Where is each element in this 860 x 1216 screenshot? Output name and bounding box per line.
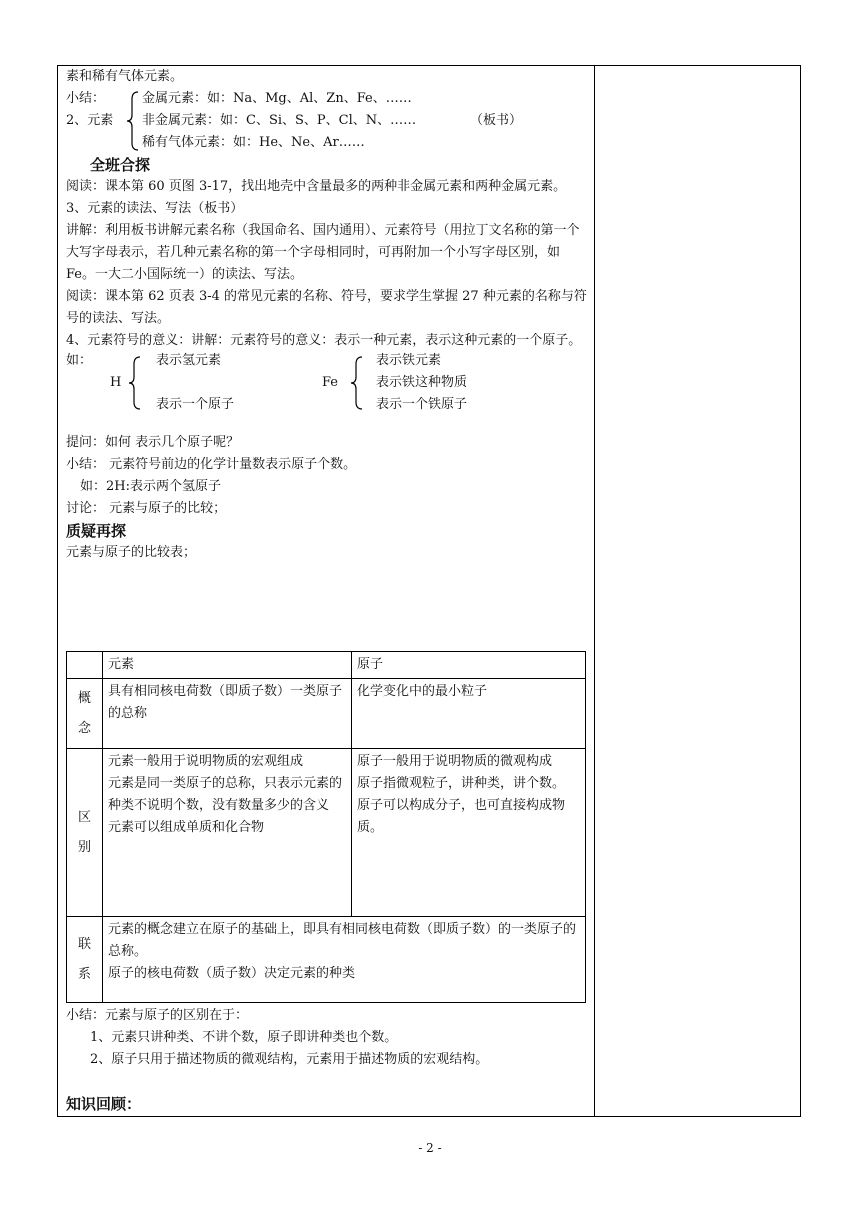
intro-tail: 素和稀有气体元素。 bbox=[66, 69, 184, 84]
header-cell-empty bbox=[67, 652, 103, 679]
row-label-difference: 区 别 bbox=[67, 749, 103, 917]
summary-label: 小结： bbox=[66, 91, 106, 106]
table-row-difference bbox=[67, 749, 586, 917]
table-row-concept bbox=[67, 679, 586, 749]
explanation-paragraph: 讲解：利用板书讲解元素名称（我国命名、国内通用）、元素符号（用拉丁文名称的第一个大写字母表示，若几种元素名称的第一个字母相同时，可再附加一个小写字母区别，如 Fe。一大二小国际统一）的读法、写法。 bbox=[66, 223, 580, 282]
example-2: 如：2H:表示两个氢原子 bbox=[80, 479, 221, 494]
page-number: - 2 - bbox=[418, 1141, 442, 1155]
difference-point-1: 1、元素只讲种类、不讲个数，原子即讲种类也个数。 bbox=[90, 1030, 398, 1045]
table-header-row bbox=[67, 652, 586, 679]
summary-2: 小结： 元素符号前边的化学计量数表示原子个数。 bbox=[66, 457, 357, 472]
symbol-meaning-example bbox=[66, 354, 590, 422]
h-meaning-2: 表示一个原子 bbox=[156, 397, 235, 412]
left-brace-icon bbox=[126, 91, 140, 151]
section-heading-question: 质疑再探 bbox=[66, 522, 127, 540]
item-4: 4、元素符号的意义：讲解：元素符号的意义：表示一种元素，表示这种元素的一个原子。 bbox=[66, 333, 582, 348]
comparison-table bbox=[66, 651, 586, 1003]
lesson-content bbox=[66, 66, 590, 564]
row-label-relation: 联 系 bbox=[67, 917, 103, 1003]
difference-point-2: 2、原子只用于描述物质的微观结构，元素用于描述物质的宏观结构。 bbox=[90, 1052, 489, 1067]
discussion-line: 讨论： 元素与原子的比较； bbox=[66, 501, 227, 516]
noble-gas-elements: 稀有气体元素：如：He、Ne、Ar…… bbox=[142, 135, 365, 150]
left-brace-icon bbox=[128, 356, 142, 410]
element-classification bbox=[66, 88, 590, 154]
fe-meaning-1: 表示铁元素 bbox=[376, 353, 442, 368]
table-title: 元素与原子的比较表； bbox=[66, 545, 197, 560]
element-item-label: 2、元素 bbox=[66, 113, 114, 128]
left-brace-icon bbox=[350, 356, 364, 410]
fe-meaning-3: 表示一个铁原子 bbox=[376, 397, 468, 412]
section-heading-whole-class: 全班合探 bbox=[90, 156, 151, 174]
relation-merged-cell: 元素的概念建立在原子的基础上，即具有相同核电荷数（即质子数）的一类原子的总称。 原子的核电荷数（质子数）决定元素的种类 bbox=[103, 917, 586, 1003]
table-row-relation bbox=[67, 917, 586, 1003]
header-cell-element: 元素 bbox=[103, 652, 352, 679]
nonmetal-elements: 非金属元素：如：C、Si、S、P、Cl、N、…… bbox=[142, 113, 417, 128]
concept-element-cell: 具有相同核电荷数（即质子数）一类原子的总称 bbox=[103, 679, 352, 749]
difference-atom-cell: 原子一般用于说明物质的微观构成 原子指微观粒子，讲种类，讲个数。 原子可以构成分子，也可直接构成物质。 bbox=[352, 749, 586, 917]
column-divider bbox=[594, 65, 595, 1117]
concept-atom-cell: 化学变化中的最小粒子 bbox=[352, 679, 586, 749]
h-symbol: H bbox=[110, 375, 122, 390]
header-cell-atom: 原子 bbox=[352, 652, 586, 679]
closing-section bbox=[66, 1005, 590, 1115]
reading-paragraph-1: 阅读：课本第 60 页图 3-17，找出地壳中含量最多的两种非金属元素和两种金属元素。 bbox=[66, 179, 567, 194]
fe-symbol: Fe bbox=[322, 375, 339, 390]
fe-meaning-2: 表示铁这种物质 bbox=[376, 375, 468, 390]
section-heading-review: 知识回顾： bbox=[66, 1095, 142, 1113]
difference-element-cell: 元素一般用于说明物质的宏观组成 元素是同一类原子的总称，只表示元素的种类不说明个数，没有数量多少的含义 元素可以组成单质和化合物 bbox=[103, 749, 352, 917]
board-note: （板书） bbox=[470, 113, 523, 128]
summary-3: 小结：元素与原子的区别在于： bbox=[66, 1008, 249, 1023]
reading-paragraph-2: 阅读：课本第 62 页表 3-4 的常见元素的名称、符号，要求学生掌握 27 种元素的名称与符号的读法、写法。 bbox=[66, 289, 587, 326]
row-label-concept: 概 念 bbox=[67, 679, 103, 749]
question-line: 提问：如何 表示几个原子呢？ bbox=[66, 435, 240, 450]
item-3: 3、元素的读法、写法（板书） bbox=[66, 201, 244, 216]
example-label: 如： bbox=[66, 353, 93, 368]
metal-elements: 金属元素：如：Na、Mg、Al、Zn、Fe、…… bbox=[142, 91, 412, 106]
h-meaning-1: 表示氢元素 bbox=[156, 353, 222, 368]
